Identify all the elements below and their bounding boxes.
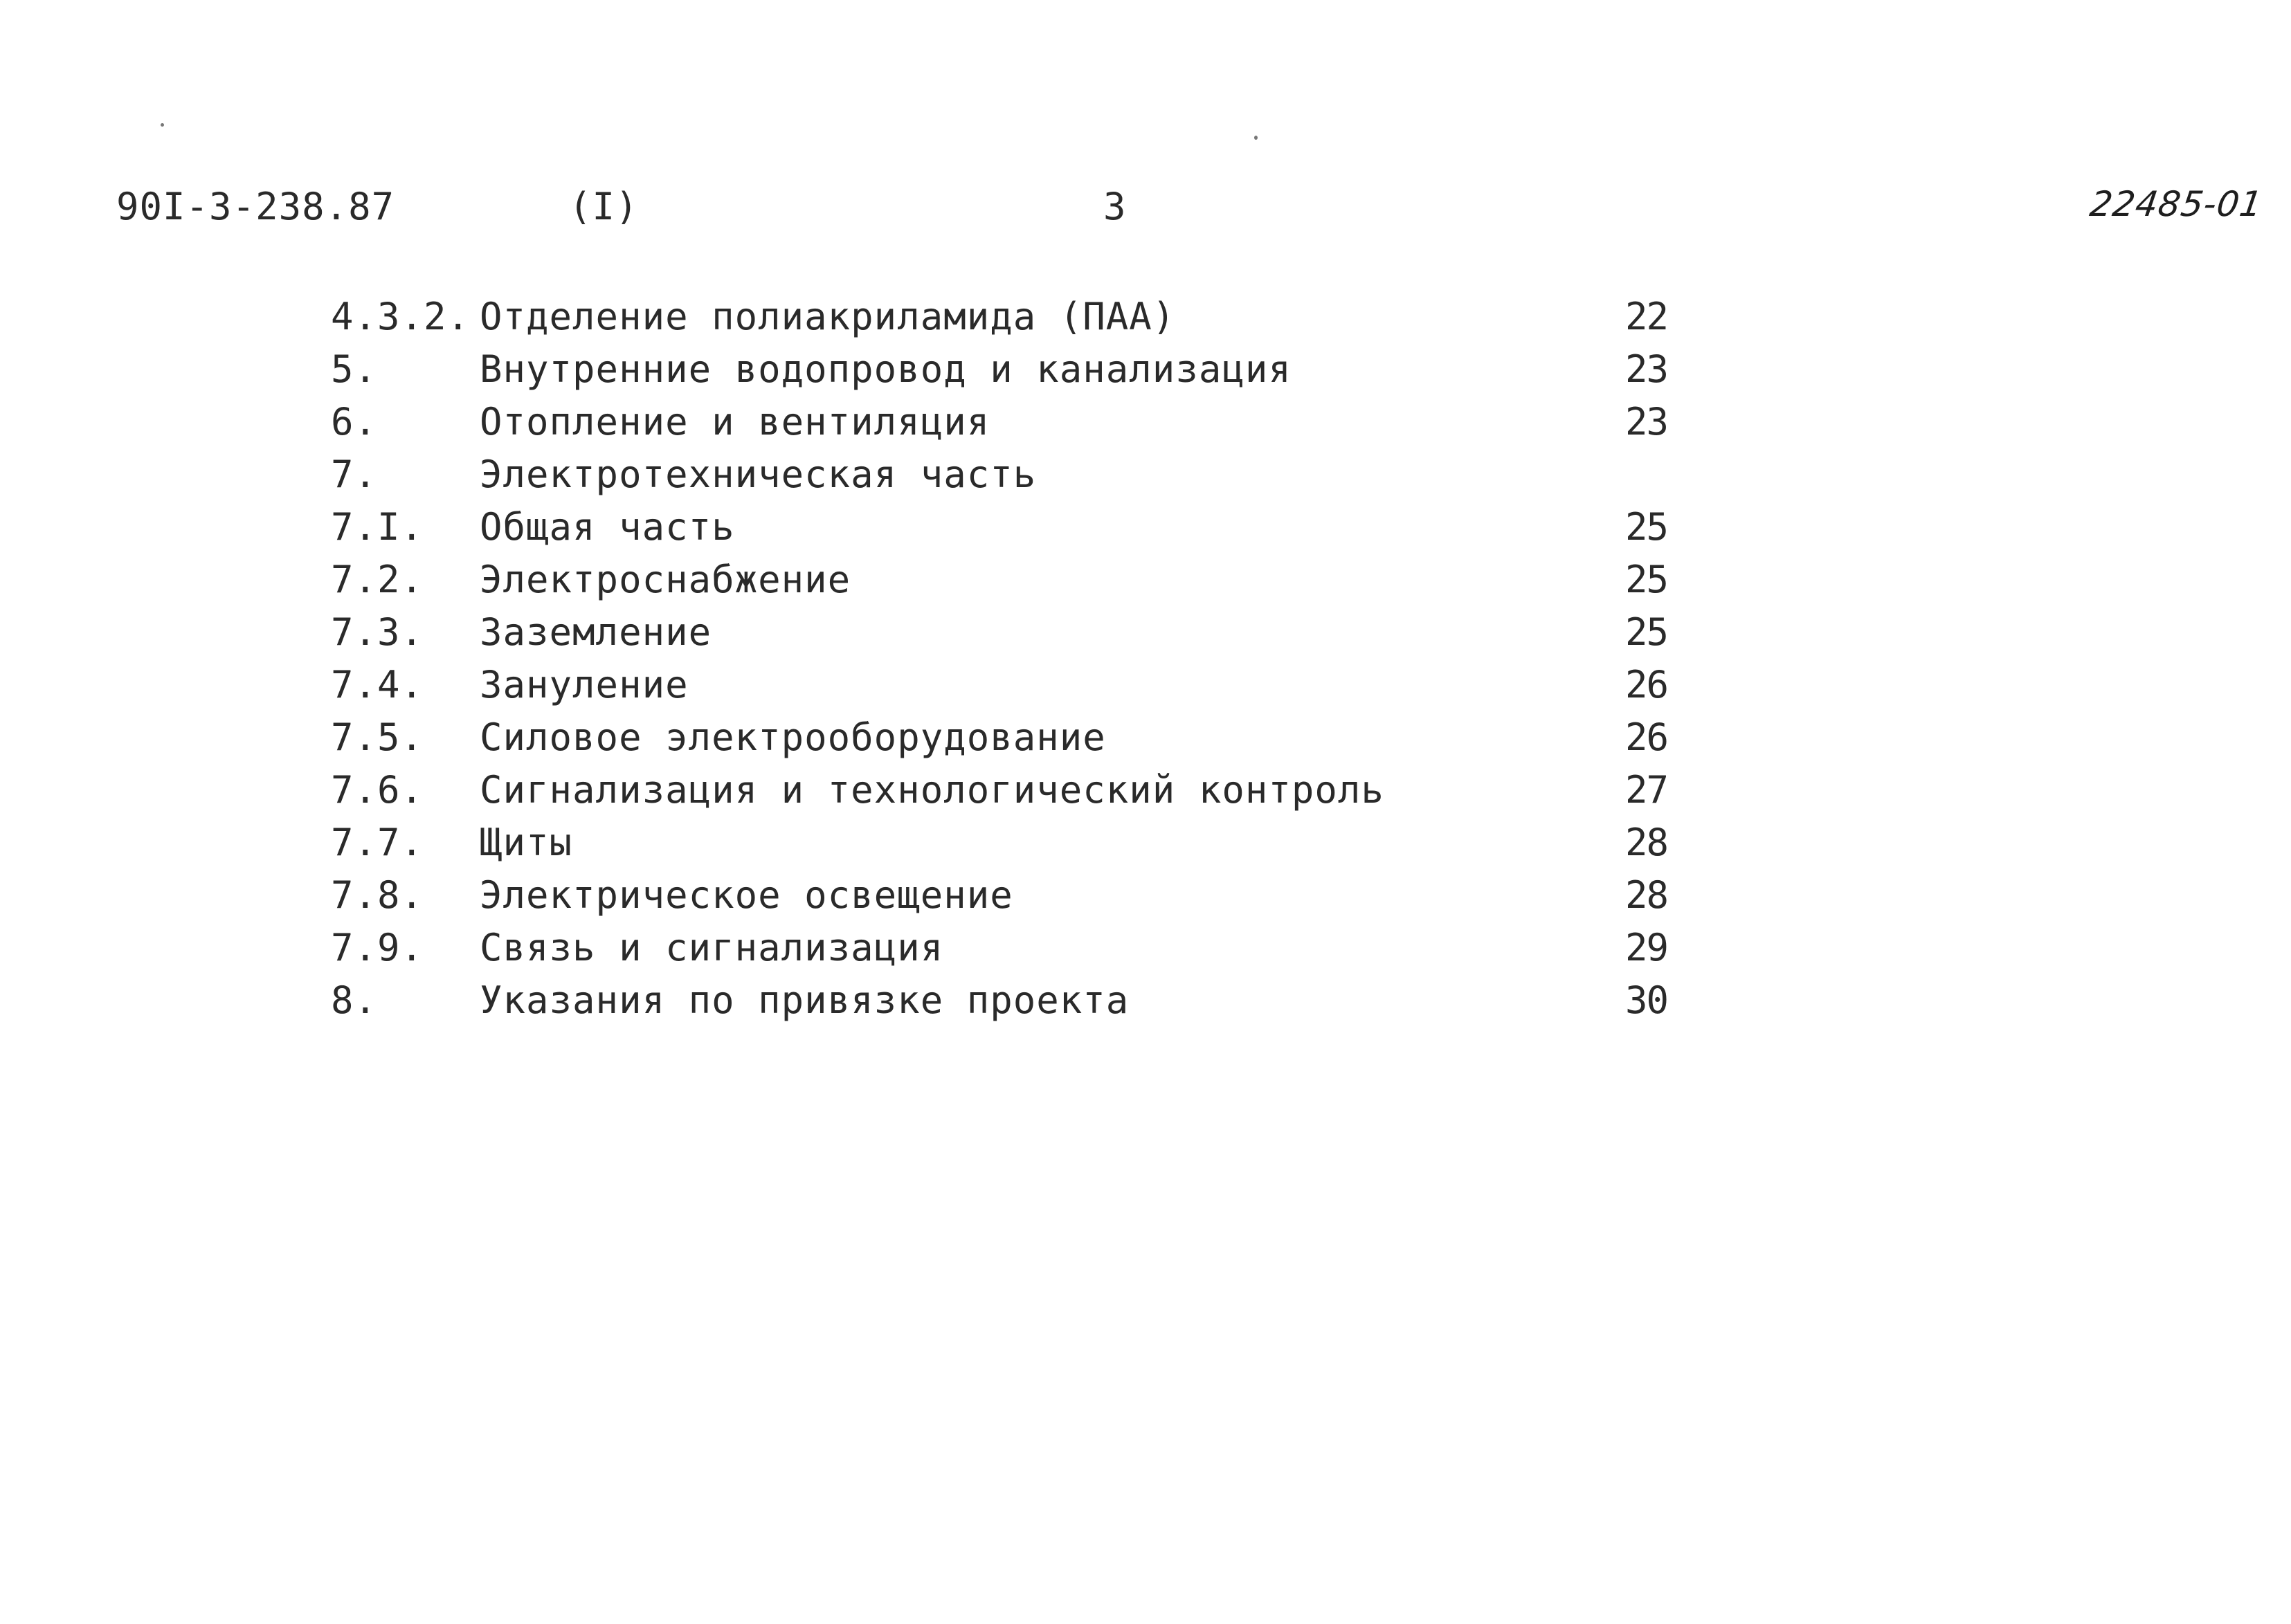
toc-entry-title: Щиты bbox=[480, 821, 573, 864]
toc-entry bbox=[331, 764, 1715, 816]
toc-entry bbox=[331, 291, 1715, 343]
toc-entry-number: 7. bbox=[331, 453, 378, 496]
toc-entry bbox=[331, 869, 1715, 922]
toc-entry-number: 7.7. bbox=[331, 821, 424, 864]
toc-entry-title: Электрическое освещение bbox=[480, 873, 1013, 917]
toc-entry-page: 26 bbox=[1625, 715, 1668, 759]
toc-entry-page: 29 bbox=[1625, 926, 1668, 969]
toc-entry bbox=[331, 554, 1715, 606]
toc-entry-number: 7.2. bbox=[331, 558, 424, 601]
toc-entry-number: 7.6. bbox=[331, 768, 424, 812]
toc-entry bbox=[331, 448, 1715, 501]
toc-entry-page: 27 bbox=[1625, 768, 1668, 812]
toc-entry-number: 5. bbox=[331, 347, 378, 391]
toc-entry-page: 23 bbox=[1625, 400, 1668, 444]
toc-entry-title: Связь и сигнализация bbox=[480, 926, 944, 969]
toc-entry-page: 30 bbox=[1625, 978, 1668, 1022]
toc-entry-page: 25 bbox=[1625, 558, 1668, 601]
page-number: 3 bbox=[1103, 185, 1127, 228]
table-of-contents bbox=[331, 291, 1715, 1027]
toc-entry-page: 25 bbox=[1625, 505, 1668, 549]
toc-entry-page: 26 bbox=[1625, 663, 1668, 706]
toc-entry-number: 4.3.2. bbox=[331, 295, 471, 338]
toc-entry-page: 25 bbox=[1625, 610, 1668, 654]
toc-entry-number: 7.3. bbox=[331, 610, 424, 654]
toc-entry-page: 22 bbox=[1625, 295, 1668, 338]
toc-entry-title: Сигнализация и технологический контроль bbox=[480, 768, 1384, 812]
toc-entry-title: Силовое электрооборудование bbox=[480, 715, 1106, 759]
toc-entry-title: Электротехническая часть bbox=[480, 453, 1037, 496]
toc-entry bbox=[331, 711, 1715, 764]
scan-speck bbox=[1254, 136, 1258, 140]
document-part: (I) bbox=[569, 185, 639, 228]
toc-entry-title: Отопление и вентиляция bbox=[480, 400, 990, 444]
toc-entry-number: 7.I. bbox=[331, 505, 424, 549]
toc-entry-title: Заземление bbox=[480, 610, 712, 654]
toc-entry-number: 6. bbox=[331, 400, 378, 444]
toc-entry-title: Общая часть bbox=[480, 505, 735, 549]
toc-entry bbox=[331, 922, 1715, 974]
toc-entry bbox=[331, 501, 1715, 554]
toc-entry-number: 7.4. bbox=[331, 663, 424, 706]
toc-entry bbox=[331, 816, 1715, 869]
toc-entry bbox=[331, 974, 1715, 1027]
toc-entry bbox=[331, 659, 1715, 711]
toc-entry-title: Электроснабжение bbox=[480, 558, 851, 601]
toc-entry-number: 7.8. bbox=[331, 873, 424, 917]
toc-entry-number: 7.5. bbox=[331, 715, 424, 759]
toc-entry-number: 8. bbox=[331, 978, 378, 1022]
toc-entry-title: Указания по привязке проекта bbox=[480, 978, 1130, 1022]
toc-entry bbox=[331, 396, 1715, 448]
toc-entry bbox=[331, 343, 1715, 396]
toc-entry-page: 28 bbox=[1625, 821, 1668, 864]
toc-entry bbox=[331, 606, 1715, 659]
toc-entry-number: 7.9. bbox=[331, 926, 424, 969]
toc-entry-page: 28 bbox=[1625, 873, 1668, 917]
toc-entry-page: 23 bbox=[1625, 347, 1668, 391]
archive-number: 22485-01 bbox=[2087, 184, 2265, 224]
toc-entry-title: Зануление bbox=[480, 663, 689, 706]
scan-speck bbox=[161, 123, 164, 127]
document-code: 90I-3-238.87 bbox=[116, 185, 395, 228]
toc-entry-title: Отделение полиакриламида (ПАА) bbox=[480, 295, 1176, 338]
toc-entry-title: Внутренние водопровод и канализация bbox=[480, 347, 1292, 391]
